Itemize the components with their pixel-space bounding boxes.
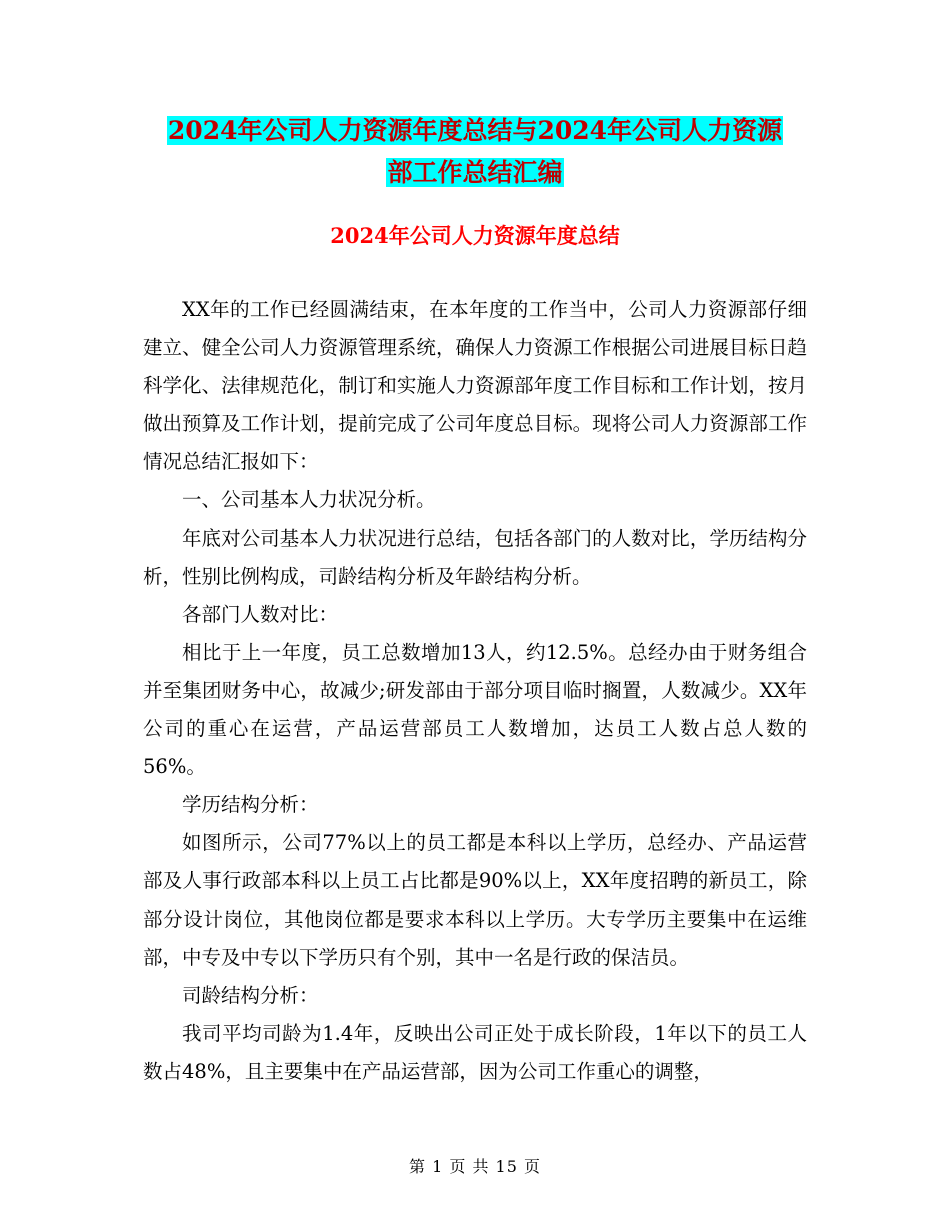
- document-title-text-2: 部工作总结汇编: [387, 158, 563, 187]
- paragraph-summary: 年底对公司基本人力状况进行总结，包括各部门的人数对比，学历结构分析，性别比例构成，司龄结构分析及年龄结构分析。: [143, 526, 807, 588]
- section-title: 2024年公司人力资源年度总结: [330, 223, 620, 248]
- paragraph-subheading-departments: 各部门人数对比：: [182, 602, 339, 626]
- paragraph-heading-1: 一、公司基本人力状况分析。: [182, 488, 436, 512]
- paragraph-intro: XX年的工作已经圆满结束，在本年度的工作当中，公司人力资源部仔细建立、健全公司人力资源管理系统，确保人力资源工作根据公司进展目标日趋科学化、法律规范化，制订和实施人力资源部年度工作目标和工作计划，按月做出预算及工作计划，提前完成了公司年度总目标。现将公司人力资源部工作情况总结汇报如下：: [143, 298, 807, 474]
- paragraph-subheading-tenure: 司龄结构分析：: [182, 983, 319, 1007]
- paragraph-departments: 相比于上一年度，员工总数增加13人，约12.5%。总经办由于财务组合并至集团财务中心，故减少;研发部由于部分项目临时搁置，人数减少。XX年公司的重心在运营，产品运营部员工人数增加，达员工人数占总人数的56%。: [143, 640, 807, 779]
- document-title-line-2: [0, 148, 950, 198]
- paragraph-tenure: 我司平均司龄为1.4年，反映出公司正处于成长阶段，1年以下的员工人数占48%，且主要集中在产品运营部，因为公司工作重心的调整，: [143, 1021, 807, 1083]
- document-title-text-1: 2024年公司人力资源年度总结与2024年公司人力资源: [167, 116, 783, 145]
- paragraph-subheading-education: 学历结构分析：: [182, 793, 319, 817]
- document-body: [143, 291, 807, 1091]
- paragraph-education: 如图所示，公司77%以上的员工都是本科以上学历，总经办、产品运营部及人事行政部本科以上员工占比都是90%以上，XX年度招聘的新员工，除部分设计岗位，其他岗位都是要求本科以上学历。大专学历主要集中在运维部，中专及中专以下学历只有个别，其中一名是行政的保洁员。: [143, 831, 807, 969]
- page-footer: 第 1 页 共 15 页: [409, 1157, 541, 1176]
